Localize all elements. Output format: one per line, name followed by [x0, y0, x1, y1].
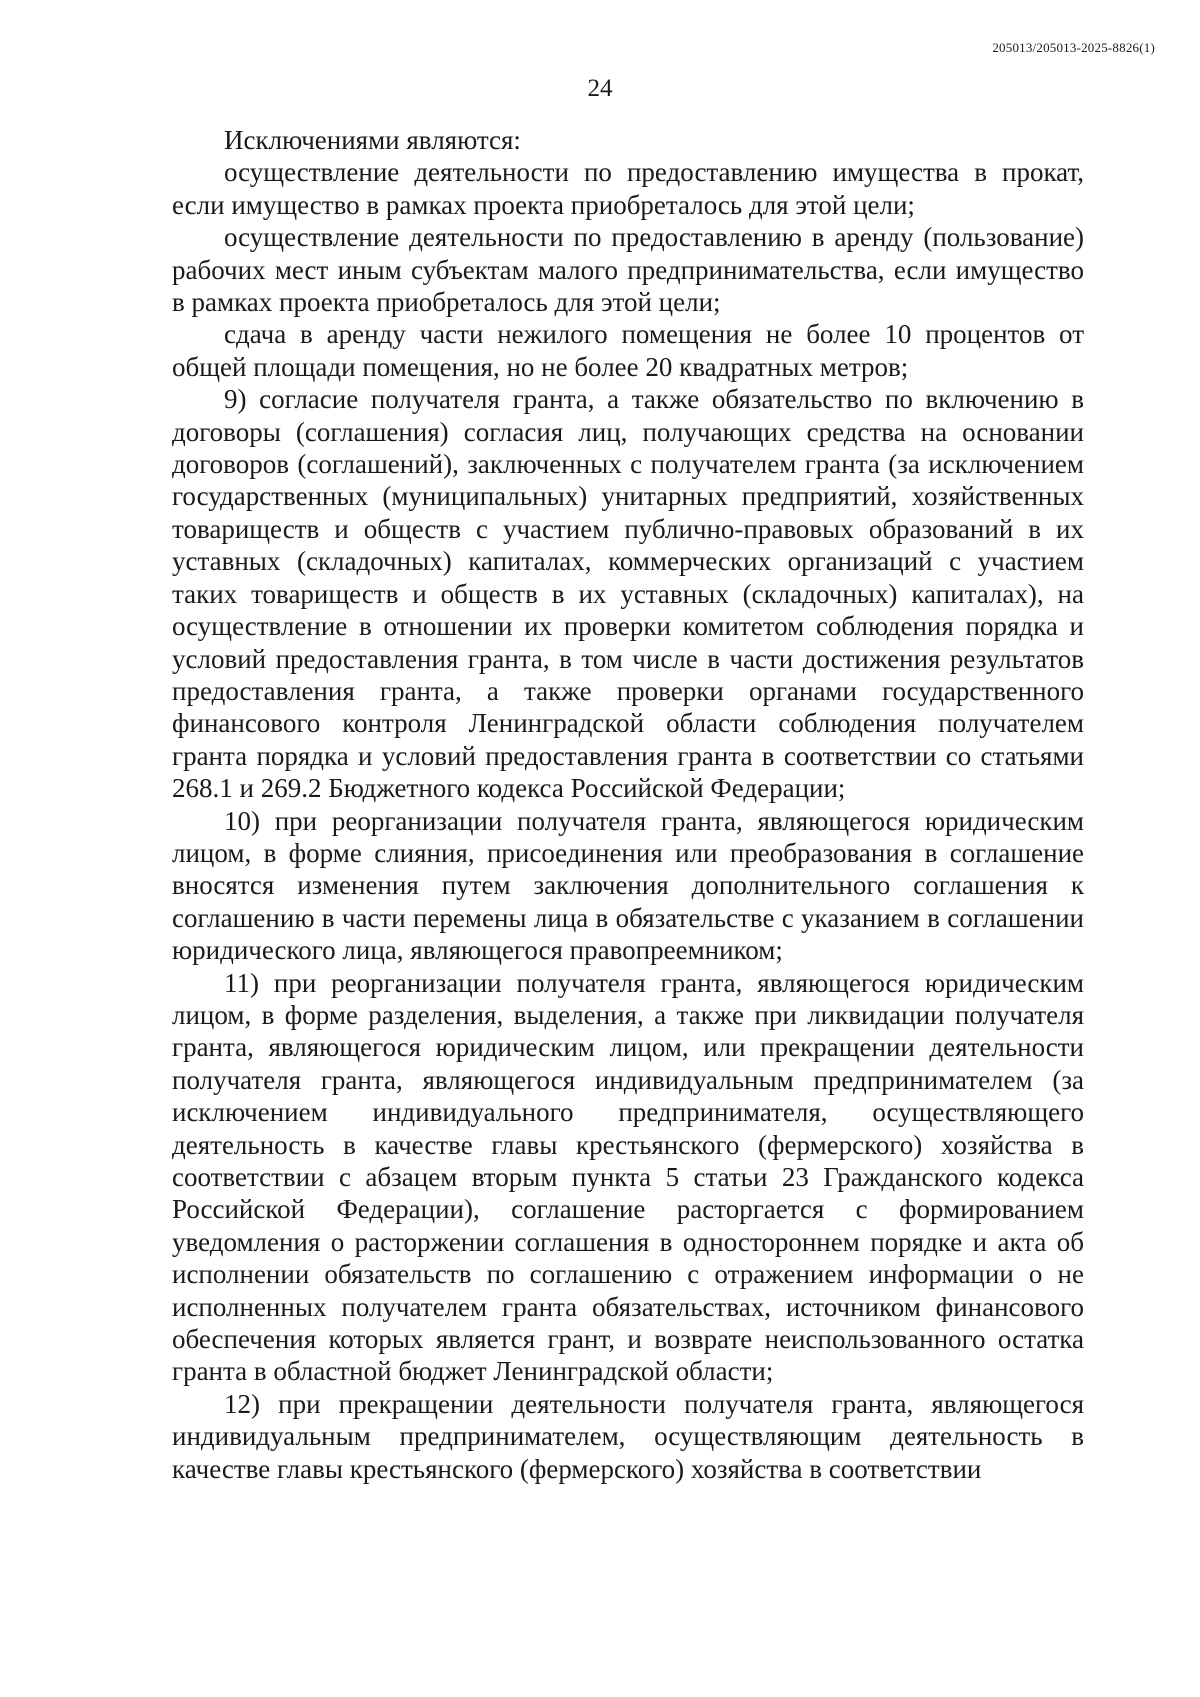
- paragraph-rental-exception: осуществление деятельности по предоставлению имущества в прокат, если имущество в рамках проекта приобреталось для этой цели;: [172, 157, 1084, 220]
- paragraph-exceptions-intro: Исключениями являются:: [224, 125, 521, 155]
- paragraph-workplace-lease-exception: осуществление деятельности по предоставлению в аренду (пользование) рабочих мест иным субъектам малого предпринимательства, если имущество в рамках проекта приобреталось для этой цели;: [172, 222, 1084, 318]
- paragraph-premises-lease-exception: сдача в аренду части нежилого помещения не более 10 процентов от общей площади помещения, но не более 20 квадратных метров;: [172, 319, 1084, 382]
- paragraph-item-11: 11) при реорганизации получателя гранта, являющегося юридическим лицом, в форме разделения, выделения, а также при ликвидации получателя гранта, являющегося юридическим лицом, или прекращении деятельности получателя гранта, являющегося индивидуальным предпринимателем (за исключением индивидуального предпринимателя, осуществляющего деятельность в качестве главы крестьянского (фермерского) хозяйства в соответствии с абзацем вторым пункта 5 статьи 23 Гражданского кодекса Российской Федерации), соглашение расторгается с формированием уведомления о расторжении соглашения в одностороннем порядке и акта об исполнении обязательств по соглашению с отражением информации о не исполненных получателем гранта обязательствах, источником финансового обеспечения которых является грант, и возврате неиспользованного остатка гранта в областной бюджет Ленинградской области;: [172, 967, 1084, 1387]
- paragraph-item-12: 12) при прекращении деятельности получателя гранта, являющегося индивидуальным предпринимателем, осуществляющим деятельность в качестве главы крестьянского (фермерского) хозяйства в соответствии: [172, 1388, 1084, 1484]
- paragraph-item-10: 10) при реорганизации получателя гранта, являющегося юридическим лицом, в форме слияния, присоединения или преобразования в соглашение вносятся изменения путем заключения дополнительного соглашения к соглашению в части перемены лица в обязательстве с указанием в соглашении юридического лица, являющегося правопреемником;: [172, 805, 1084, 966]
- document-body: [172, 124, 1084, 1485]
- paragraph-item-9: 9) согласие получателя гранта, а также обязательство по включению в договоры (соглашения) согласия лиц, получающих средства на основании договоров (соглашений), заключенных с получателем гранта (за исключением государственных (муниципальных) унитарных предприятий, хозяйственных товариществ и обществ с участием публично-правовых образований в их уставных (складочных) капиталах, коммерческих организаций с участием таких товариществ и обществ в их уставных (складочных) капиталах), на осуществление в отношении их проверки комитетом соблюдения порядка и условий предоставления гранта, в том числе в части достижения результатов предоставления гранта, а также проверки органами государственного финансового контроля Ленинградской области соблюдения получателем гранта порядка и условий предоставления гранта в соответствии со статьями 268.1 и 269.2 Бюджетного кодекса Российской Федерации;: [172, 384, 1084, 804]
- page-number: 24: [587, 75, 613, 102]
- document-id: 205013/205013-2025-8826(1): [992, 40, 1155, 55]
